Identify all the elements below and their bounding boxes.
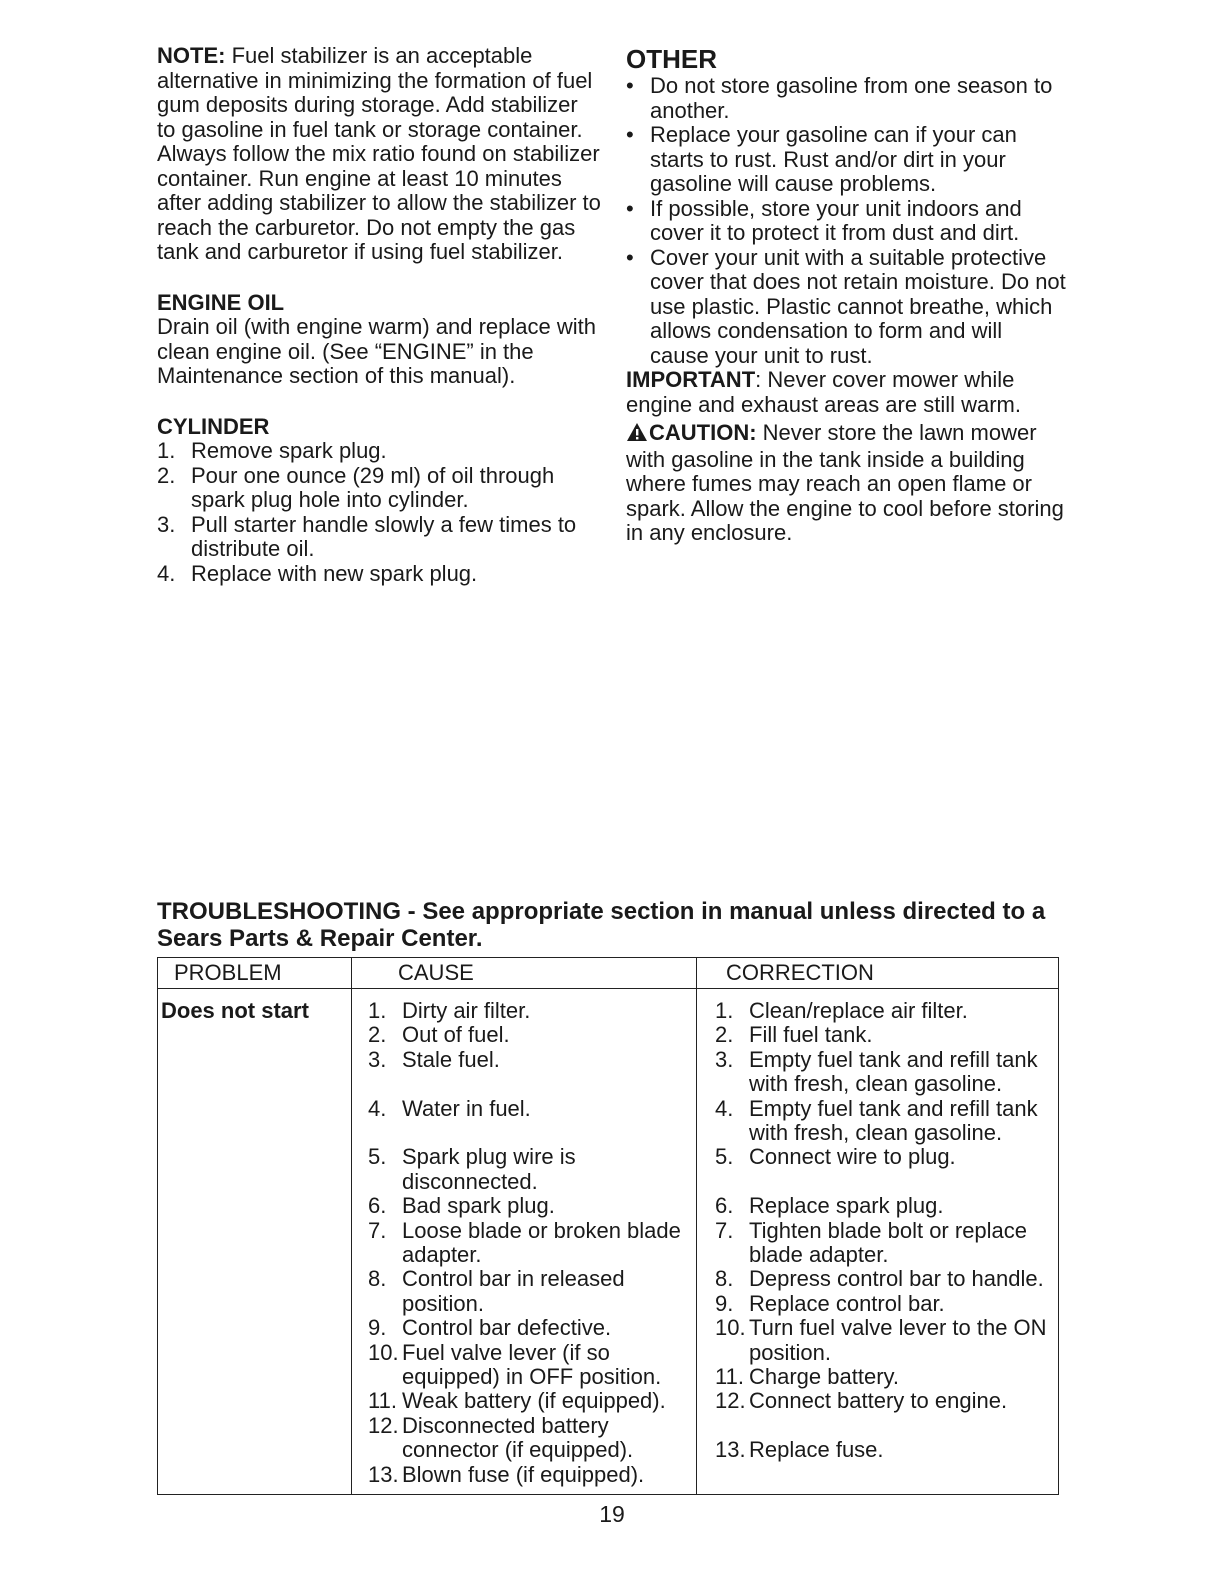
list-item: [715, 1267, 1057, 1291]
list-item: [157, 513, 602, 562]
cause-number: 10.: [368, 1339, 399, 1365]
caution-paragraph: [626, 421, 1066, 546]
list-item: [715, 1292, 1057, 1316]
cause-text: Dirty air filter.: [402, 998, 531, 1023]
correction-number: 7.: [715, 1217, 734, 1243]
problem-cell: Does not start: [161, 998, 309, 1023]
bullet-text: If possible, store your unit indoors and cover it to protect it from dust and dirt.: [650, 195, 1022, 245]
list-item: [368, 1097, 693, 1121]
list-item: [368, 1048, 693, 1072]
step-text: Remove spark plug.: [191, 438, 387, 463]
bullet-text: Do not store gasoline from one season to another.: [650, 73, 1053, 123]
important-label: IMPORTANT: [626, 367, 756, 392]
correction-number: 10.: [715, 1315, 746, 1341]
correction-text: Charge battery.: [749, 1364, 900, 1390]
cause-text: Blown fuse (if equipped).: [402, 1461, 645, 1487]
correction-number: 6.: [715, 1193, 734, 1219]
list-item: [715, 1145, 1057, 1169]
list-item: [368, 1194, 693, 1218]
bullet-icon: •: [626, 195, 634, 221]
list-item: [715, 1316, 1057, 1365]
column-header-problem: PROBLEM: [174, 960, 282, 985]
bullet-icon: •: [626, 244, 634, 270]
warning-triangle-icon: [626, 422, 648, 448]
cause-number: 12.: [368, 1412, 399, 1438]
list-item: [157, 439, 602, 464]
engine-oil-text: Drain oil (with engine warm) and replace with clean engine oil. (See “ENGINE” in the Maintenance section of this manual).: [157, 314, 596, 388]
list-item: [157, 562, 602, 587]
cause-text: Weak battery (if equipped).: [402, 1388, 666, 1414]
correction-text: Connect wire to plug.: [749, 1144, 956, 1170]
list-item: [368, 1267, 693, 1316]
correction-number: 4.: [715, 1095, 734, 1121]
list-item: [368, 1414, 693, 1463]
step-text: Replace with new spark plug.: [191, 560, 478, 586]
cause-text: Spark plug wire is disconnected.: [402, 1144, 576, 1194]
correction-text: Replace control bar.: [749, 1290, 945, 1316]
list-item: [368, 1145, 693, 1194]
cause-number: 5.: [368, 1144, 387, 1170]
important-text: : Never cover mower while engine and exhaust areas are still warm.: [626, 367, 1021, 417]
list-item: [626, 74, 1066, 123]
column-header-cause: CAUSE: [398, 960, 474, 985]
step-text: Pour one ounce (29 ml) of oil through spark plug hole into cylinder.: [191, 462, 555, 512]
step-number: 3.: [157, 511, 176, 537]
correction-number: 11.: [715, 1364, 744, 1390]
correction-number: 5.: [715, 1144, 734, 1170]
cause-text: Control bar in released position.: [402, 1266, 625, 1316]
cause-text: Out of fuel.: [402, 1022, 510, 1048]
correction-number: 13.: [715, 1437, 746, 1463]
list-item: [715, 1194, 1057, 1218]
step-text: Pull starter handle slowly a few times to distribute oil.: [191, 511, 577, 561]
correction-text: Tighten blade bolt or replace blade adapter.: [749, 1217, 1028, 1268]
cause-text: Disconnected battery connector (if equipped).: [402, 1412, 634, 1463]
troubleshooting-heading: TROUBLESHOOTING - See appropriate section in manual unless directed to a Sears Parts & Repair Center.: [157, 898, 1046, 952]
engine-oil-heading: ENGINE OIL: [157, 289, 285, 315]
table-divider: [696, 958, 697, 1494]
list-item: [715, 1365, 1057, 1389]
other-bullets: [626, 74, 1066, 368]
cylinder-steps: [157, 439, 602, 586]
list-item: [368, 1023, 693, 1047]
list-item: [368, 1389, 693, 1413]
right-column: [626, 44, 1066, 546]
list-item: [368, 1341, 693, 1390]
cause-number: 11.: [368, 1388, 397, 1414]
bullet-text: Cover your unit with a suitable protective cover that does not retain moisture. Do not use plastic. Plastic cannot breathe, which allows condensation to form and will cause your unit to rust.: [650, 244, 1066, 368]
correction-number: 3.: [715, 1046, 734, 1072]
list-item: [157, 464, 602, 513]
list-item: [715, 1023, 1057, 1047]
list-item: [368, 1219, 693, 1268]
list-item: [368, 999, 693, 1023]
list-item: [715, 1048, 1057, 1097]
list-item: [368, 1463, 693, 1487]
left-column: [157, 44, 602, 586]
cause-text: Water in fuel.: [402, 1095, 531, 1121]
correction-text: Replace fuse.: [749, 1437, 884, 1463]
cause-number: 6.: [368, 1193, 387, 1219]
cause-number: 9.: [368, 1315, 387, 1341]
bullet-icon: •: [626, 73, 634, 98]
note-label: NOTE:: [157, 43, 226, 68]
correction-text: Empty fuel tank and refill tank with fresh, clean gasoline.: [749, 1095, 1038, 1146]
list-item: [715, 1097, 1057, 1146]
correction-list: [715, 999, 1057, 1463]
correction-text: Clean/replace air filter.: [749, 998, 968, 1023]
page-number: 19: [599, 1501, 625, 1527]
cause-number: 8.: [368, 1266, 387, 1292]
cause-number: 1.: [368, 998, 387, 1023]
cause-text: Stale fuel.: [402, 1046, 500, 1072]
list-item: [626, 246, 1066, 369]
troubleshooting-table: [157, 957, 1059, 1495]
bullet-text: Replace your gasoline can if your can starts to rust. Rust and/or dirt in your gasoline will cause problems.: [650, 122, 1017, 196]
step-number: 4.: [157, 560, 176, 586]
list-item: [715, 1219, 1057, 1268]
important-paragraph: [626, 368, 1066, 417]
correction-number: 8.: [715, 1266, 734, 1292]
list-item: [715, 1389, 1057, 1413]
list-item: [368, 1316, 693, 1340]
correction-text: Depress control bar to handle.: [749, 1266, 1044, 1292]
step-number: 1.: [157, 438, 176, 463]
table-divider: [351, 958, 352, 1494]
column-header-correction: CORRECTION: [726, 960, 874, 985]
caution-label: CAUTION:: [649, 420, 757, 445]
note-paragraph: [157, 44, 602, 265]
correction-number: 1.: [715, 998, 734, 1023]
correction-text: Fill fuel tank.: [749, 1022, 873, 1048]
other-heading: OTHER: [626, 44, 717, 74]
correction-number: 2.: [715, 1022, 734, 1048]
correction-text: Replace spark plug.: [749, 1193, 944, 1219]
cause-number: 4.: [368, 1095, 387, 1121]
cause-number: 2.: [368, 1022, 387, 1048]
list-item: [715, 999, 1057, 1023]
caution-text: Never store the lawn mower with gasoline in the tank inside a building where fumes may reach an open flame or spark. Allow the engine to cool before storing in any enclosure.: [626, 420, 1064, 545]
list-item: [626, 197, 1066, 246]
table-header-divider: [158, 988, 1058, 989]
cause-number: 13.: [368, 1461, 399, 1487]
correction-text: Empty fuel tank and refill tank with fresh, clean gasoline.: [749, 1046, 1038, 1097]
list-item: [715, 1438, 1057, 1462]
cause-text: Control bar defective.: [402, 1315, 612, 1341]
cause-text: Bad spark plug.: [402, 1193, 555, 1219]
note-text: Fuel stabilizer is an acceptable alternative in minimizing the formation of fuel gum deposits during storage. Add stabilizer to gasoline in fuel tank or storage container. Always follow the mix ratio found on stabilizer container. Run engine at least 10 minutes after adding stabilizer to allow the stabilizer to reach the carburetor. Do not empty the gas tank and carburetor if using fuel stabilizer.: [157, 43, 601, 264]
cause-number: 3.: [368, 1046, 387, 1072]
correction-number: 12.: [715, 1388, 746, 1414]
step-number: 2.: [157, 462, 176, 488]
correction-text: Turn fuel valve lever to the ON position.: [749, 1315, 1047, 1365]
cause-list: [368, 999, 693, 1487]
correction-number: 9.: [715, 1290, 734, 1316]
cause-text: Fuel valve lever (if so equipped) in OFF position.: [402, 1339, 662, 1390]
cylinder-heading: CYLINDER: [157, 413, 270, 439]
cause-text: Loose blade or broken blade adapter.: [402, 1217, 681, 1268]
cause-number: 7.: [368, 1217, 387, 1243]
correction-text: Connect battery to engine.: [749, 1388, 1008, 1414]
list-item: [626, 123, 1066, 197]
bullet-icon: •: [626, 122, 634, 147]
